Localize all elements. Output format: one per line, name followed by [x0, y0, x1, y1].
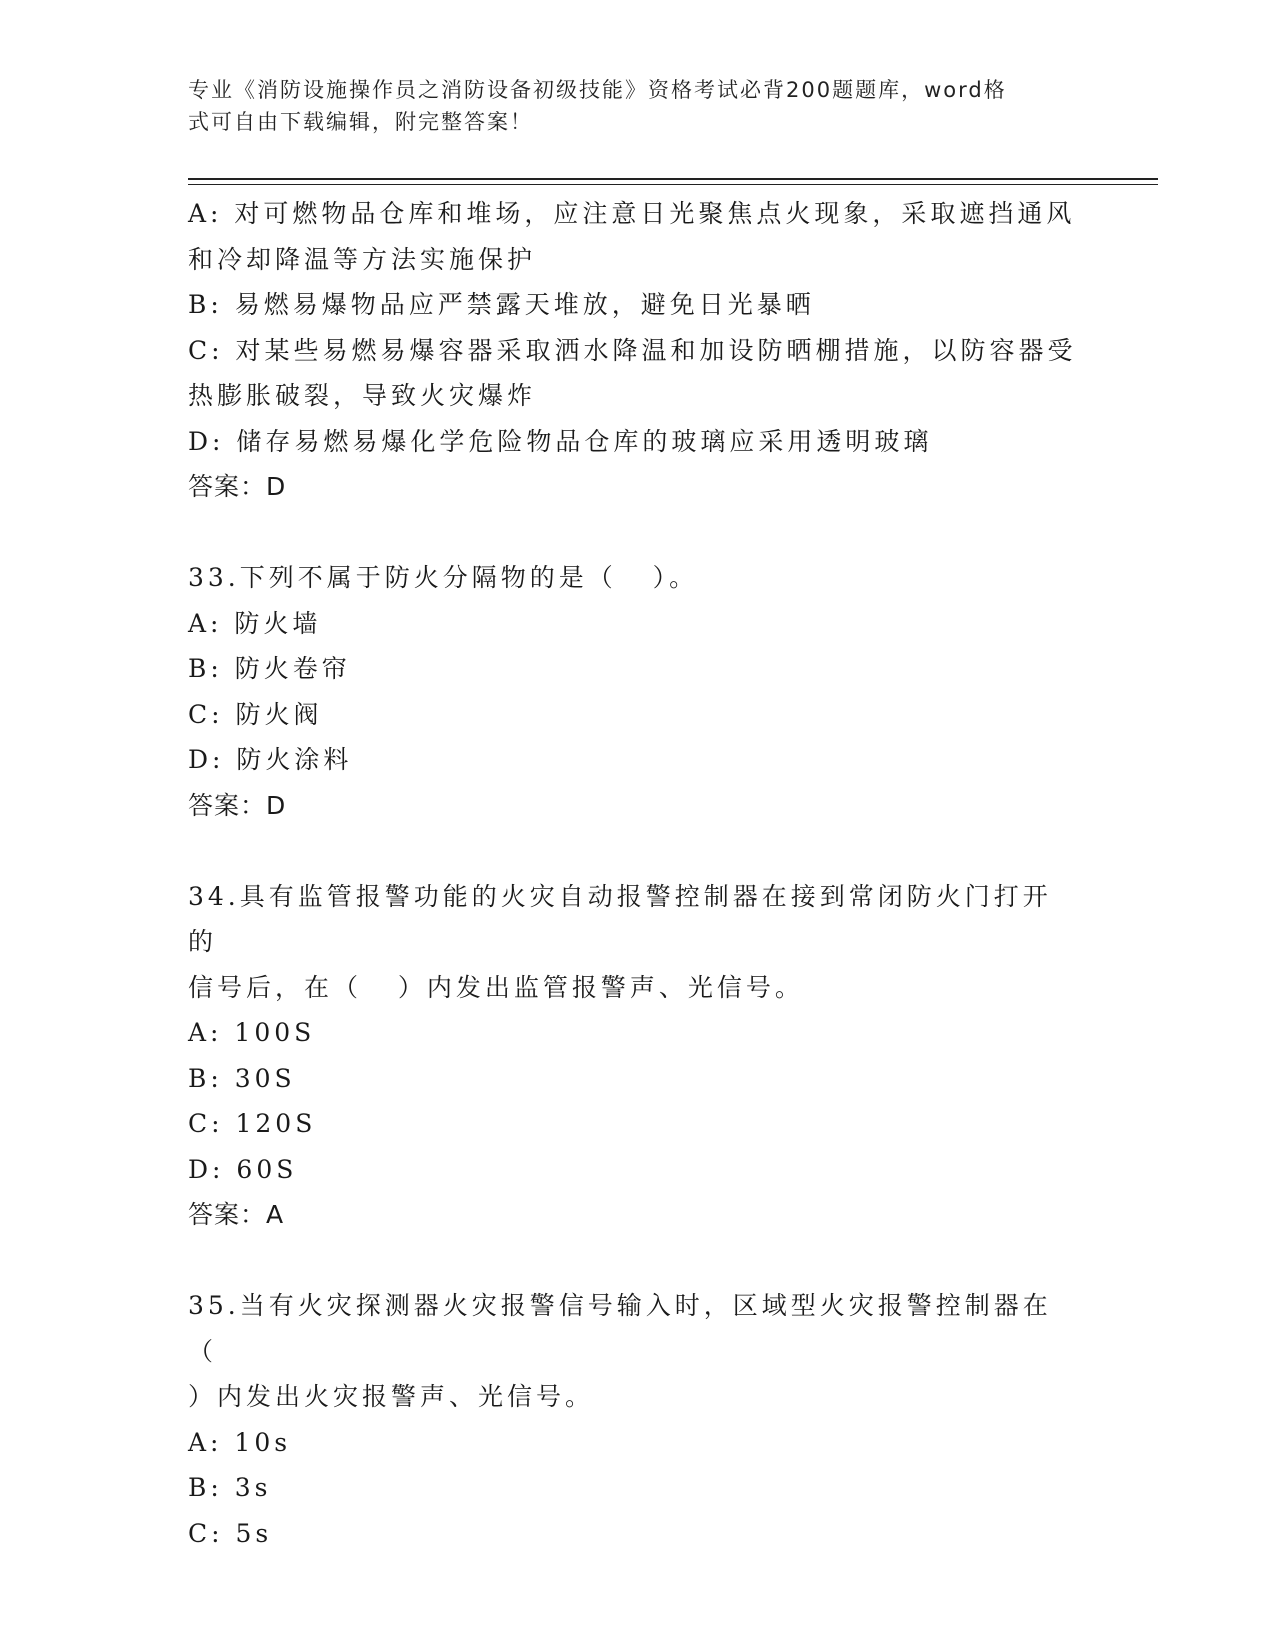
header-title-line-2: 式可自由下载编辑，附完整答案！ — [188, 110, 533, 134]
question-35-block — [188, 1283, 1078, 1556]
q32-option-b: B: 易燃易爆物品应严禁露天堆放，避免日光暴晒 — [188, 290, 815, 319]
spacer — [188, 828, 1078, 874]
q34-answer: 答案：A — [188, 1200, 285, 1229]
header-title-line-1: 专业《消防设施操作员之消防设备初级技能》资格考试必背200题题库，word格 — [188, 78, 1007, 102]
document-header — [188, 74, 1068, 138]
q34-option-c: C: 120S — [188, 1109, 317, 1138]
q33-option-b: B: 防火卷帘 — [188, 654, 351, 683]
question-33-block — [188, 555, 1078, 828]
question-34-block — [188, 874, 1078, 1238]
q33-answer: 答案：D — [188, 790, 287, 820]
q35-question-line-1: 35.当有火灾探测器火灾报警信号输入时，区域型火灾报警控制器在（ — [188, 1291, 1052, 1366]
question-content — [188, 191, 1078, 1556]
header-divider-thin — [188, 184, 1158, 185]
q32-option-a-line-1: A: 对可燃物品仓库和堆场，应注意日光聚焦点火现象，采取遮挡通风 — [188, 199, 1076, 228]
spacer — [188, 1238, 1078, 1284]
q35-option-a: A: 10s — [188, 1427, 292, 1457]
q35-option-c: C: 5s — [188, 1518, 273, 1548]
q35-option-b: B: 3s — [188, 1473, 272, 1502]
q34-question-line-1: 34.具有监管报警功能的火灾自动报警控制器在接到常闭防火门打开的 — [188, 881, 1052, 956]
q34-option-d: D: 60S — [188, 1154, 298, 1184]
q32-option-d: D: 储存易燃易爆化学危险物品仓库的玻璃应采用透明玻璃 — [188, 426, 933, 456]
spacer — [188, 510, 1078, 556]
q34-option-a: A: 100S — [188, 1018, 316, 1047]
q33-option-d: D: 防火涂料 — [188, 745, 353, 774]
q32-answer: 答案：D — [188, 472, 287, 501]
q33-option-c: C: 防火阀 — [188, 699, 323, 729]
q32-option-c-line-1: C: 对某些易燃易爆容器采取洒水降温和加设防晒棚措施，以防容器受 — [188, 335, 1077, 365]
q32-option-a-line-2: 和冷却降温等方法实施保护 — [188, 244, 537, 274]
q32-option-c-line-2: 热膨胀破裂，导致火灾爆炸 — [188, 381, 537, 410]
q33-option-a: A: 防火墙 — [188, 608, 322, 638]
header-divider-thick — [188, 178, 1158, 180]
question-32-block — [188, 191, 1078, 510]
q33-question: 33.下列不属于防火分隔物的是（ ）。 — [188, 563, 699, 592]
q35-question-line-2: ）内发出火灾报警声、光信号。 — [188, 1382, 595, 1411]
q34-option-b: B: 30S — [188, 1063, 296, 1093]
q34-question-line-2: 信号后，在（ ）内发出监管报警声、光信号。 — [188, 972, 804, 1002]
